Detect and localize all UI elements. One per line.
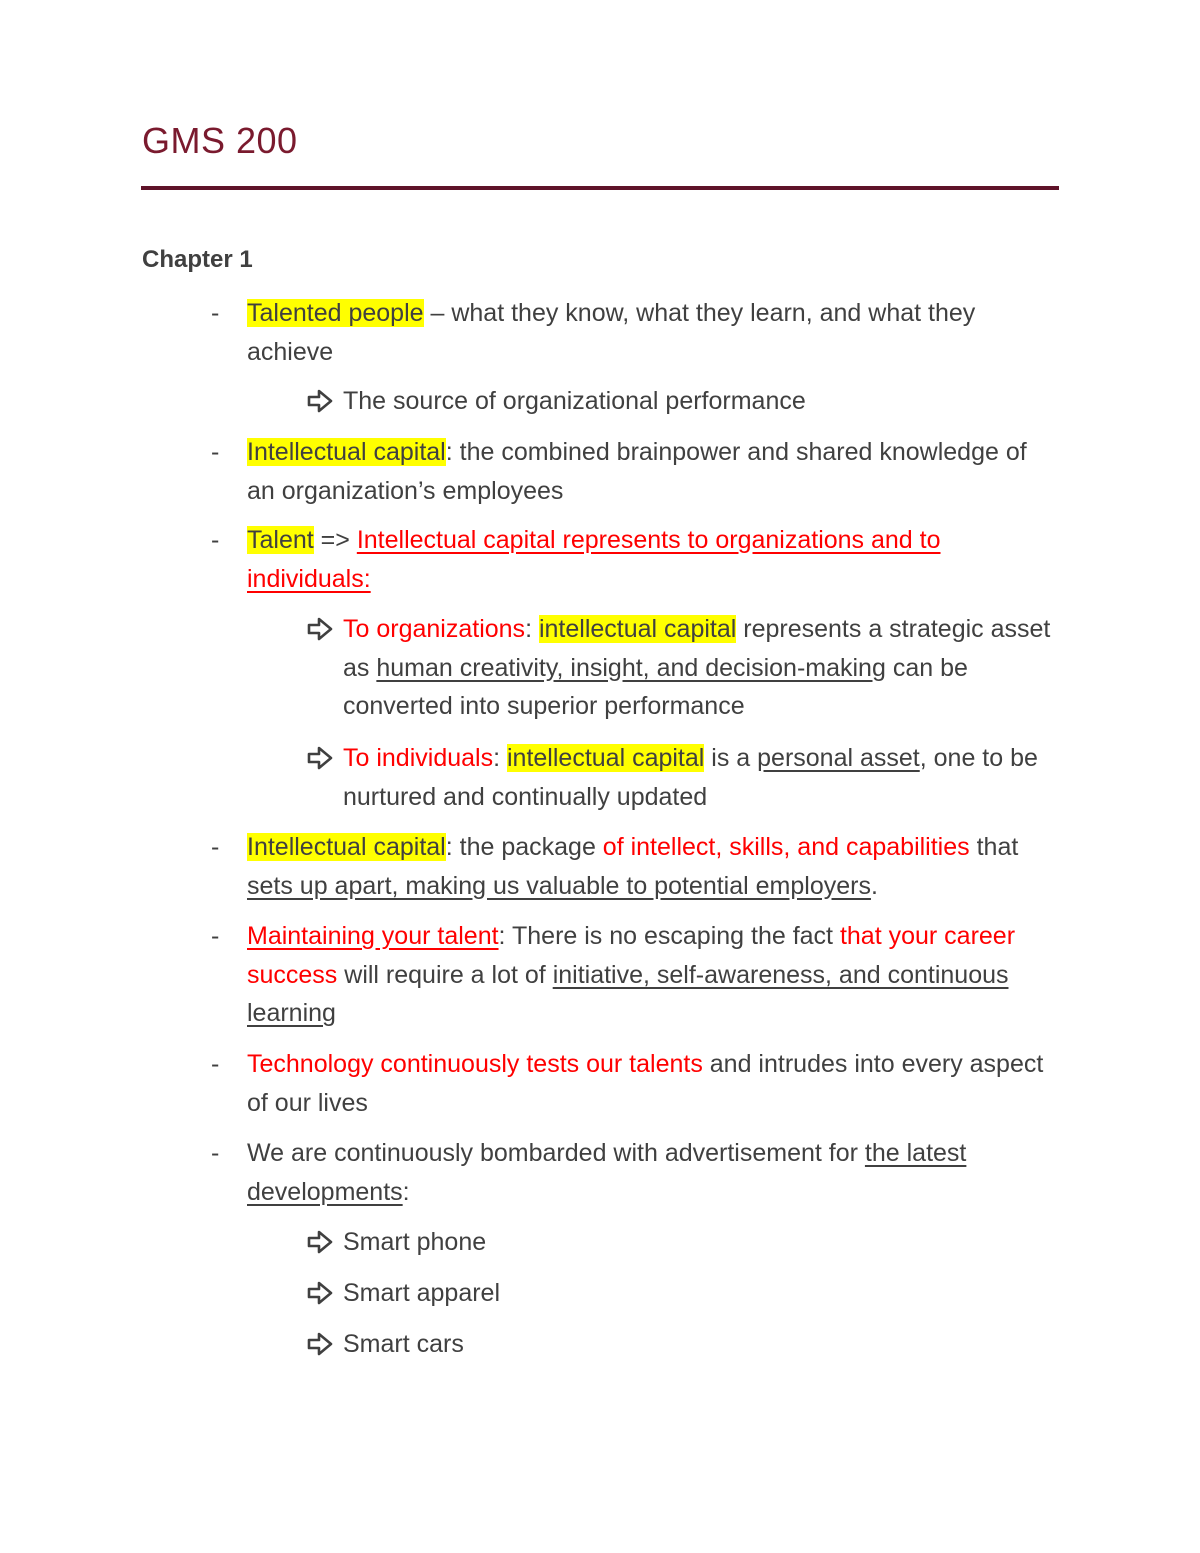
highlighted-term: Intellectual capital [247,438,446,466]
text-run: : [525,615,539,643]
text-run: – what they know, what they learn, and what they achieve [247,299,976,366]
sub-list-item-text [343,1223,1063,1262]
bullet-marker: - [211,833,220,861]
underlined-text: the latest developments [247,1139,967,1206]
text-run: can be converted into superior performance [343,653,968,720]
highlighted-term: intellectual capital [538,615,737,643]
text-run: : There is no escaping the fact [498,922,840,950]
sub-list-item-text [343,382,1063,421]
chapter-heading: Chapter 1 [142,246,253,273]
sub-list-item-text [343,610,1063,726]
text-run: Smart phone [343,1228,487,1256]
bullet-marker: - [211,1139,220,1167]
list-item-text [247,294,1059,371]
text-run: : [402,1177,410,1206]
bullet-marker: - [211,299,220,327]
text-run: The source of organizational performance [343,387,806,415]
text-run: : the combined brainpower and shared knowledge of an organization’s employees [247,438,1027,505]
text-run: We are continuously bombarded with advertisement for [247,1139,865,1167]
highlighted-term: Talented people [247,299,424,327]
list-item-text [247,1134,1059,1211]
list-item-text [247,828,1059,905]
arrow-right-outline-icon [306,1280,334,1306]
text-run: Smart apparel [343,1279,501,1307]
arrow-right-outline-icon [306,745,334,771]
title-divider [141,186,1059,190]
text-run: will require a lot of [337,960,553,989]
bullet-marker: - [211,438,220,466]
highlighted-term: Talent [247,526,314,554]
arrow-right-outline-icon [306,388,334,414]
arrow-right-outline-icon [306,616,334,642]
page-title: GMS 200 [142,120,298,161]
arrow-right-outline-icon [306,1331,334,1357]
red-underlined-text: Intellectual capital represents to organizations and to individuals: [247,526,941,593]
highlighted-term: Intellectual capital [247,833,446,861]
sub-list-item-text [343,1325,1063,1364]
list-item-text [247,1045,1047,1122]
list-item-text [247,917,1027,1033]
underlined-text: sets up apart, making us valuable to potential employers [247,871,871,900]
underlined-text: personal asset [757,744,920,772]
red-text: Technology continuously tests our talents [247,1050,703,1078]
list-item-text [247,521,1007,598]
highlighted-term: intellectual capital [507,744,705,772]
red-text: of intellect, skills, and capabilities [602,833,970,861]
bullet-marker: - [211,922,220,950]
text-run: represents a strategic asset as [343,615,1051,682]
bullet-marker: - [211,1050,220,1078]
underlined-text: human creativity, insight, and decision-making [376,653,886,682]
sub-list-item-text [343,739,1063,816]
underlined-text: initiative, self-awareness, and continuous learning [247,960,1009,1027]
text-run: => [313,526,357,554]
text-run: , one to be nurtured and continually updated [343,744,1038,811]
text-run: that [969,833,1019,861]
arrow-right-outline-icon [306,1229,334,1255]
text-run: and intrudes into every aspect of our lives [247,1050,1044,1117]
red-text: To organizations [343,615,526,643]
text-run: . [870,871,878,900]
text-run: is a [704,744,758,772]
red-text: To individuals [343,744,494,772]
red-text: that your career success [247,922,1016,989]
list-item-text [247,433,1059,510]
text-run: Smart cars [343,1330,464,1358]
red-underlined-text: Maintaining your talent [247,922,499,950]
text-run: : the package [445,833,603,861]
bullet-marker: - [211,526,220,554]
sub-list-item-text [343,1274,1063,1313]
text-run: : [493,744,507,772]
